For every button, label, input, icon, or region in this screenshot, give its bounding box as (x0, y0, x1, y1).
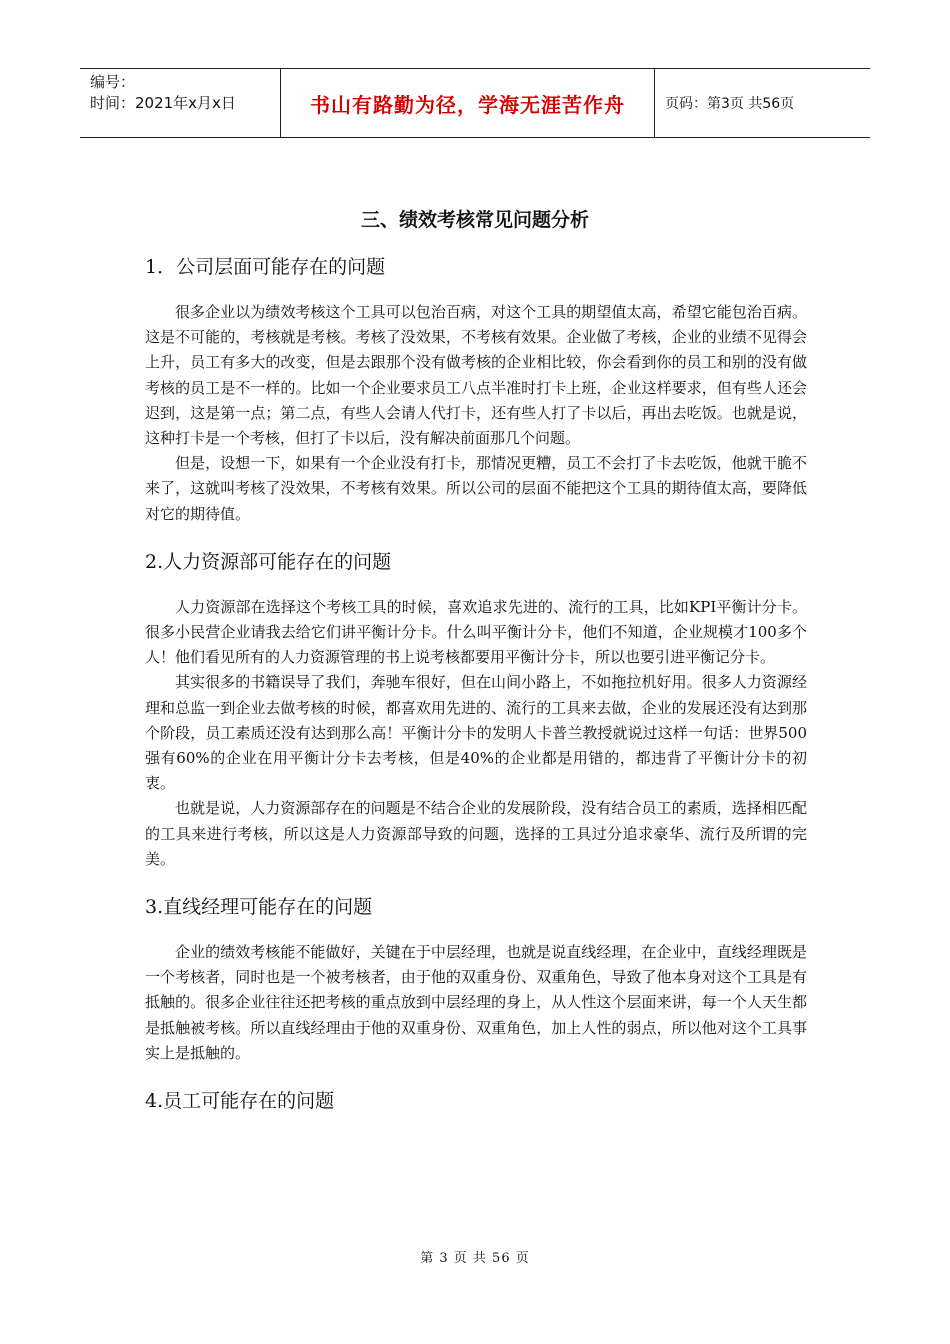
header-meta (80, 69, 281, 137)
paragraph: 人力资源部在选择这个考核工具的时候，喜欢追求先进的、流行的工具，比如KPI平衡计分卡。很多小民营企业请我去给它们讲平衡计分卡。什么叫平衡计分卡，他们不知道，企业规模才100多个人！他们看见所有的人力资源管理的书上说考核都要用平衡计分卡，所以也要引进平衡记分卡。 (145, 597, 807, 667)
section-heading: 2.人力资源部可能存在的问题 (145, 550, 392, 573)
paragraph: 很多企业以为绩效考核这个工具可以包治百病，对这个工具的期望值太高，希望它能包治百病。这是不可能的，考核就是考核。考核了没效果，不考核有效果。企业做了考核，企业的业绩不见得会上升，员工有多大的改变，但是去跟那个没有做考核的企业相比较，你会看到你的员工和别的没有做考核的员工是不一样的。比如一个企业要求员工八点半准时打卡上班，企业这样要求，但有些人还会迟到，这是第一点；第二点，有些人会请人代打卡，还有些人打了卡以后，再出去吃饭。也就是说，这种打卡是一个考核，但打了卡以后，没有解决前面那几个问题。 (145, 303, 807, 448)
section-heading: 3.直线经理可能存在的问题 (145, 896, 373, 919)
section-heading: 4.员工可能存在的问题 (145, 1090, 335, 1113)
document-number-label: 编号： (90, 73, 136, 91)
section-heading: 1．公司层面可能存在的问题 (145, 256, 386, 278)
document-title: 三、绩效考核常见问题分析 (360, 209, 589, 231)
paragraph: 但是，设想一下，如果有一个企业没有打卡，那情况更糟，员工不会打了卡去吃饭，他就干脆不来了，这就叫考核了没效果，不考核有效果。所以公司的层面不能把这个工具的期待值太高，要降低对它的期待值。 (145, 454, 807, 523)
header-motto: 书山有路勤为径，学海无涯苦作舟 (281, 69, 655, 137)
page-footer: 第 3 页 共 56 页 (420, 1251, 530, 1266)
page-header (80, 68, 870, 138)
document-body (145, 252, 807, 1116)
paragraph: 其实很多的书籍误导了我们，奔驰车很好，但在山间小路上，不如拖拉机好用。很多人力资源经理和总监一到企业去做考核的时候，都喜欢用先进的、流行的工具来去做，企业的发展还没有达到那个阶段，员工素质还没有达到那么高！平衡计分卡的发明人卡普兰教授就说过这样一句话：世界500强有60%的企业在用平衡计分卡去考核，但是40%的企业都是用错的，都违背了平衡计分卡的初衷。 (145, 673, 807, 793)
header-page-info: 页码：第3页 共56页 (665, 96, 795, 112)
paragraph: 企业的绩效考核能不能做好，关键在于中层经理，也就是说直线经理，在企业中，直线经理既是一个考核者，同时也是一个被考核者，由于他的双重身份、双重角色，导致了他本身对这个工具是有抵触的。很多企业往往还把考核的重点放到中层经理的身上，从人性这个层面来讲，每一个人天生都是抵触被考核。所以直线经理由于他的双重身份、双重角色，加上人性的弱点，所以他对这个工具事实上是抵触的。 (145, 943, 807, 1062)
paragraph: 也就是说，人力资源部存在的问题是不结合企业的发展阶段，没有结合员工的素质，选择相匹配的工具来进行考核，所以这是人力资源部导致的问题，选择的工具过分追求豪华、流行及所谓的完美。 (145, 799, 807, 868)
document-date: 时间：2021年x月x日 (90, 94, 236, 112)
